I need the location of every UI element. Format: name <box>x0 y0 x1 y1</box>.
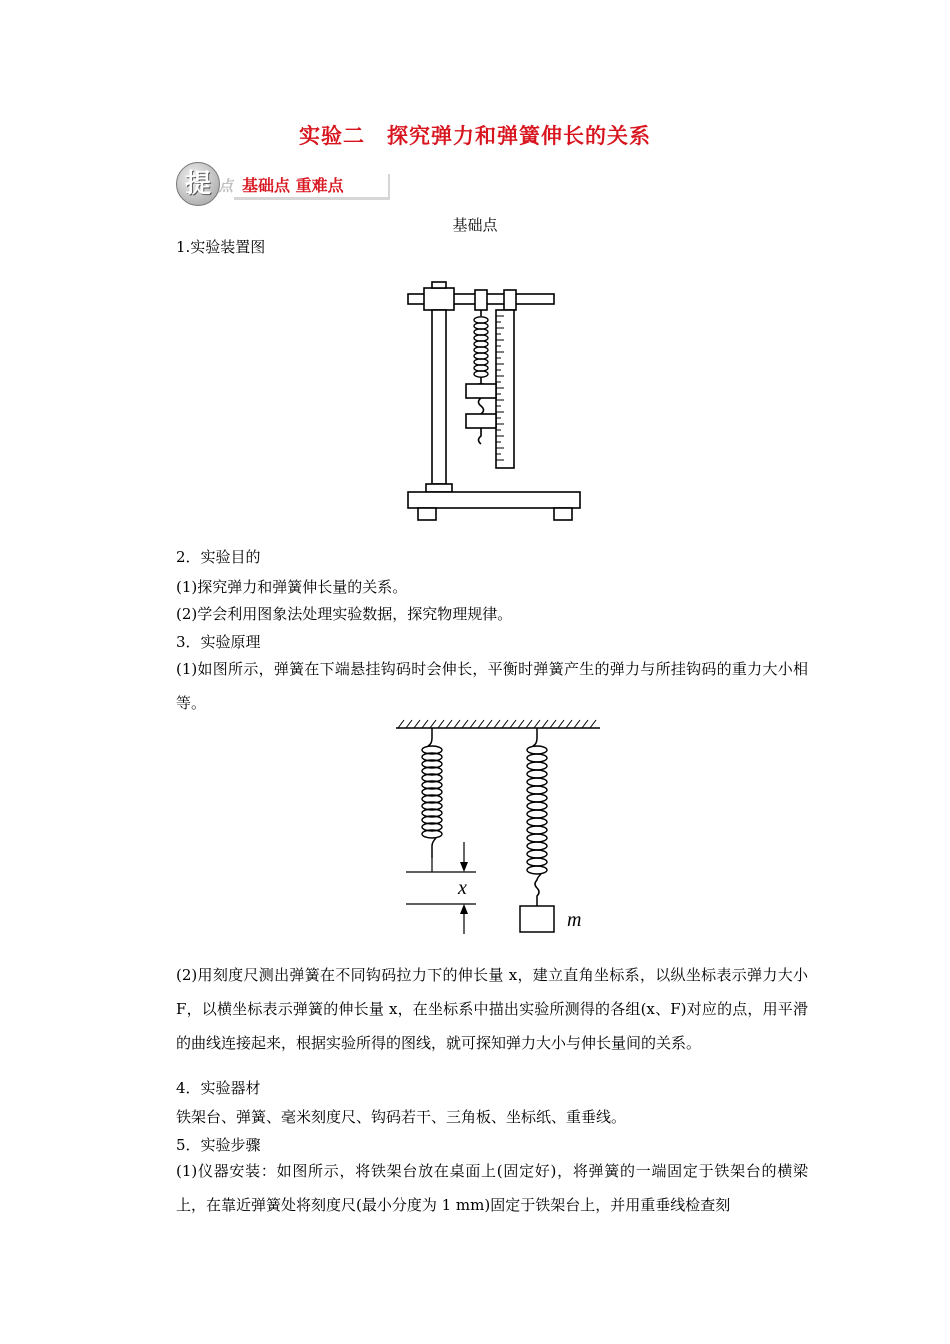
item-5-1: (1)仪器安装：如图所示，将铁架台放在桌面上(固定好)，将弹簧的一端固定于铁架台的横梁上，在靠近弹簧处将刻度尺(最小分度为 1 mm)固定于铁架台上，并用重垂线检查刻 <box>176 1162 808 1214</box>
apparatus-figure <box>380 264 602 536</box>
item-2-heading: 2．实验目的 <box>176 548 261 566</box>
mass-label-m: m <box>567 909 582 931</box>
item-2-2: (2)学会利用图象法处理实验数据，探究物理规律。 <box>176 605 513 623</box>
extension-label-x: x <box>458 877 467 899</box>
spring-principle-figure <box>392 712 606 960</box>
item-1-heading: 1.实验装置图 <box>176 238 266 256</box>
badge-text: 基础点 重难点 <box>242 176 344 195</box>
item-5-heading: 5．实验步骤 <box>176 1136 261 1154</box>
page-title: 实验二 探究弹力和弹簧伸长的关系 <box>299 124 651 148</box>
item-4-text: 铁架台、弹簧、毫米刻度尺、钩码若干、三角板、坐标纸、重垂线。 <box>176 1108 627 1126</box>
item-4-heading: 4．实验器材 <box>176 1079 261 1097</box>
badge-tail-char: 点 <box>218 177 234 195</box>
item-3-1: (1)如图所示，弹簧在下端悬挂钩码时会伸长，平衡时弹簧产生的弹力与所挂钩码的重力大小相等。 <box>176 660 808 712</box>
section-heading: 基础点 <box>452 216 498 234</box>
item-2-1: (1)探究弹力和弹簧伸长量的关系。 <box>176 578 408 596</box>
item-3-2-text: (2)用刻度尺测出弹簧在不同钩码拉力下的伸长量 x，建立直角坐标系，以纵坐标表示弹力大小 F，以横坐标表示弹簧的伸长量 x，在坐标系中描出实验所测得的各组(x、F)对应的点，用平滑的曲线连接起来，根据实验所得的图线，就可探知弹力大小与伸长量间的关系。 <box>176 966 808 1052</box>
badge-circle-icon: 提 <box>176 162 220 206</box>
item-3-heading: 3．实验原理 <box>176 633 261 651</box>
section-badge <box>176 160 396 206</box>
item-3-2 <box>176 958 808 1060</box>
